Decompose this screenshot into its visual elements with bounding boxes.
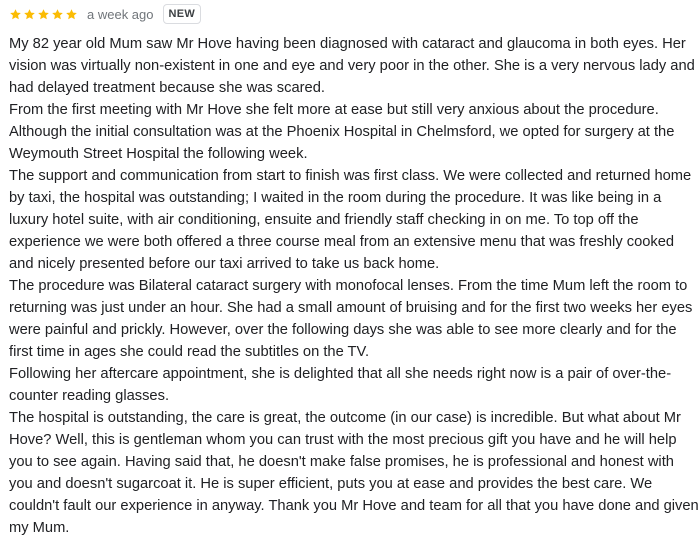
review-paragraph: The hospital is outstanding, the care is great, the outcome (in our case) is incredible. But what about Mr Hove? Well, this is gentleman whom you can trust with the most precious gift you have and he will help you to see again. Having said that, he doesn't make false promises, he is professional and honest with you and doesn't sugarcoat it. He is super efficient, puts you at ease and provides the best care. We couldn't fault our experience in anyway. Thank you Mr Hove and team for all that you have done and given my Mum. <box>9 410 699 536</box>
review-paragraph: Following her aftercare appointment, she is delighted that all she needs right now is a pair of over-the-counter reading glasses. <box>9 366 672 404</box>
review-header <box>9 0 700 28</box>
new-badge: NEW <box>163 4 202 24</box>
review-paragraph: From the first meeting with Mr Hove she felt more at ease but still very anxious about the procedure. Although the initial consultation was at the Phoenix Hospital in Chelmsford, we opted for surgery at the Weymouth Street Hospital the following week. <box>9 102 675 162</box>
review-date: a week ago <box>87 6 154 22</box>
star-icon <box>51 8 64 21</box>
review-paragraph: The procedure was Bilateral cataract surgery with monofocal lenses. From the time Mum left the room to returning was just under an hour. She had a small amount of bruising and for the first two weeks her eyes were painful and prickly. However, over the following days she was able to see more clearly and for the first time in ages she could read the subtitles on the TV. <box>9 278 693 360</box>
star-icon <box>23 8 36 21</box>
star-icon <box>37 8 50 21</box>
star-icon <box>65 8 78 21</box>
review-paragraph: The support and communication from start to finish was first class. We were collected and returned home by taxi, the hospital was outstanding; I waited in the room during the procedure. It was like being in a luxury hotel suite, with air conditioning, ensuite and friendly staff checking in on me. To top off the experience we were both offered a three course meal from an extensive menu that was freshly cooked and nicely presented before our taxi arrived to take us back home. <box>9 168 692 272</box>
star-icon <box>9 8 22 21</box>
review-paragraph: My 82 year old Mum saw Mr Hove having been diagnosed with cataract and glaucoma in both eyes. Her vision was virtually non-existent in one and eye and very poor in the other. She is a very nervous lady and had delayed treatment because she was scared. <box>9 36 695 96</box>
review-text <box>9 33 699 539</box>
star-rating <box>9 8 78 21</box>
